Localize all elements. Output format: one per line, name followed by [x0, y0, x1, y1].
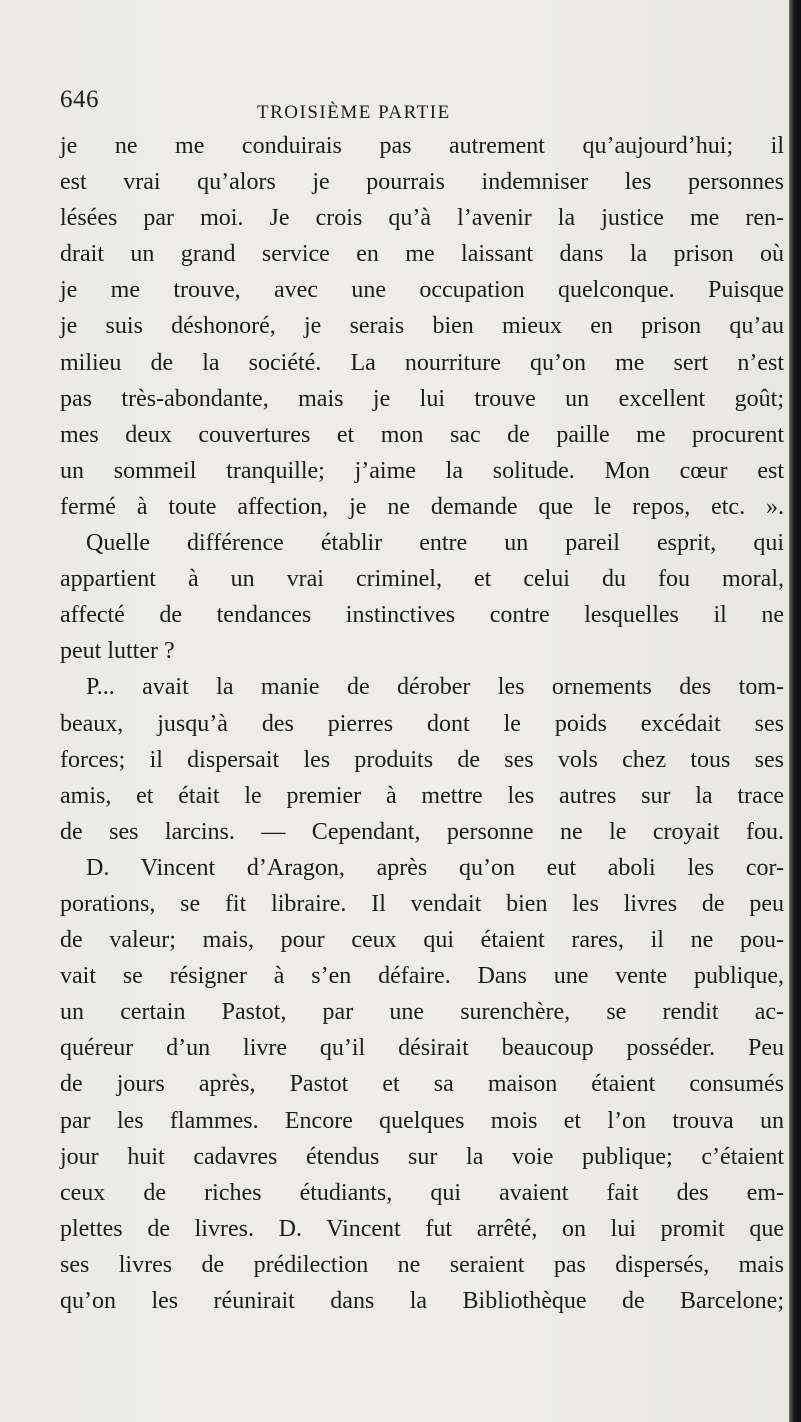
paragraph-start-line: P... avait la manie de dérober les ornements des tom-: [86, 674, 784, 701]
text-line: fermé à toute affection, je ne demande que le repos, etc. ».: [60, 493, 784, 520]
running-head: TROISIÈME PARTIE: [257, 102, 451, 123]
text-line: plettes de livres. D. Vincent fut arrêté, on lui promit que: [60, 1215, 784, 1242]
text-line: quéreur d’un livre qu’il désirait beaucoup posséder. Peu: [60, 1035, 784, 1062]
text-line: est vrai qu’alors je pourrais indemniser les personnes: [60, 169, 784, 196]
text-line: mes deux couvertures et mon sac de paille me procurent: [60, 421, 784, 448]
text-line: vait se résigner à s’en défaire. Dans une vente publique,: [60, 963, 784, 990]
text-line: je me trouve, avec une occupation quelconque. Puisque: [60, 277, 784, 304]
page-number: 646: [60, 86, 99, 113]
text-line: forces; il dispersait les produits de ses vols chez tous ses: [60, 746, 784, 773]
text-line: je ne me conduirais pas autrement qu’aujourd’hui; il: [60, 133, 784, 159]
text-line: appartient à un vrai criminel, et celui du fou moral,: [60, 566, 784, 593]
text-line: affecté de tendances instinctives contre lesquelles il ne: [60, 602, 784, 629]
paragraph-start-line: D. Vincent d’Aragon, après qu’on eut aboli les cor-: [86, 854, 784, 881]
text-line: qu’on les réunirait dans la Bibliothèque de Barcelone;: [60, 1288, 784, 1314]
text-line: beaux, jusqu’à des pierres dont le poids excédait ses: [60, 710, 784, 737]
paragraph-end-line: peut lutter ?: [60, 638, 175, 665]
text-line: de valeur; mais, pour ceux qui étaient rares, il ne pou-: [60, 927, 784, 954]
body-text: [60, 128, 784, 1319]
text-line: ceux de riches étudiants, qui avaient fait des em-: [60, 1179, 784, 1206]
page-edge-shadow: [789, 0, 801, 1422]
text-line: ses livres de prédilection ne seraient pas dispersés, mais: [60, 1251, 784, 1278]
text-line: milieu de la société. La nourriture qu’on me sert n’est: [60, 349, 784, 376]
text-line: amis, et était le premier à mettre les autres sur la trace: [60, 782, 784, 809]
text-line: porations, se fit libraire. Il vendait bien les livres de peu: [60, 890, 784, 917]
text-line: lésées par moi. Je crois qu’à l’avenir la justice me ren-: [60, 205, 784, 232]
text-line: je suis déshonoré, je serais bien mieux en prison qu’au: [60, 313, 784, 340]
text-line: drait un grand service en me laissant dans la prison où: [60, 241, 784, 268]
text-line: par les flammes. Encore quelques mois et l’on trouva un: [60, 1107, 784, 1134]
text-line: jour huit cadavres étendus sur la voie publique; c’étaient: [60, 1143, 784, 1170]
paragraph-start-line: Quelle différence établir entre un pareil esprit, qui: [86, 530, 784, 557]
text-line: un certain Pastot, par une surenchère, se rendit ac-: [60, 999, 784, 1026]
text-line: de jours après, Pastot et sa maison étaient consumés: [60, 1071, 784, 1098]
text-line: pas très-abondante, mais je lui trouve un excellent goût;: [60, 385, 784, 412]
paragraph-end-line: de ses larcins. — Cependant, personne ne le croyait fou.: [60, 818, 784, 845]
text-line: un sommeil tranquille; j’aime la solitude. Mon cœur est: [60, 457, 784, 484]
